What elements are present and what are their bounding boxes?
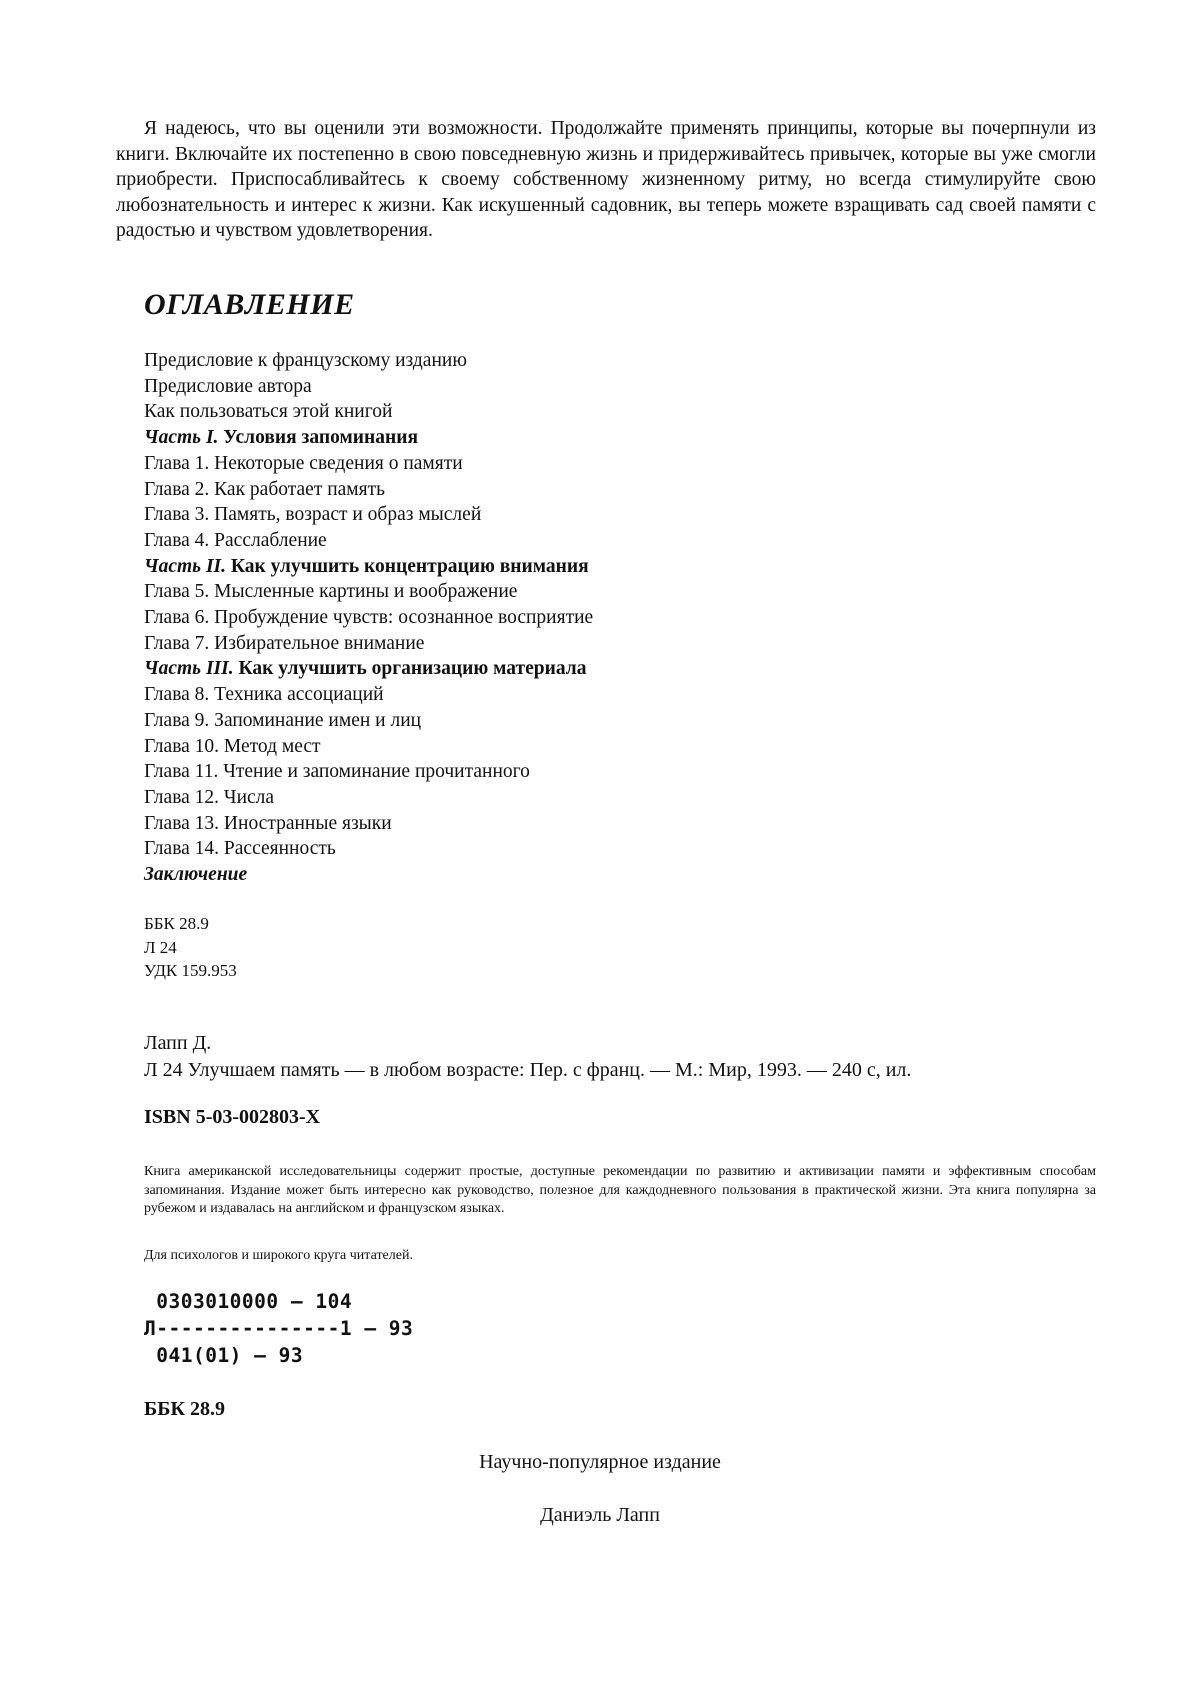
toc-heading: ОГЛАВЛЕНИЕ (144, 288, 355, 321)
udk-code: УДК 159.953 (144, 961, 237, 980)
toc-part-3 (144, 656, 593, 682)
toc-item: Как пользоваться этой книгой (144, 401, 393, 423)
bib-author: Лапп Д. (144, 1032, 212, 1054)
toc-item: Глава 11. Чтение и запоминание прочитанного (144, 761, 530, 783)
toc-item: Глава 5. Мысленные картины и воображение (144, 581, 518, 603)
toc-item: Глава 7. Избирательное внимание (144, 632, 425, 654)
part-number: Часть II. (144, 555, 226, 577)
pub-code-line: Л---------------1 — 93 (144, 1317, 414, 1340)
toc-item: Глава 8. Техника ассоциаций (144, 684, 384, 706)
publication-code (144, 1288, 413, 1369)
classification-codes (144, 912, 237, 983)
part-number: Часть I. (144, 427, 219, 449)
toc-item: Глава 13. Иностранные языки (144, 812, 392, 834)
intro-paragraph: Я надеюсь, что вы оценили эти возможности. Продолжайте применять принципы, которые вы почерпнули из книги. Включайте их постепенно в свою повседневную жизнь и придерживайтесь привычек, которые вы уже смогли приобрести. Приспосабливайтесь к своему собственному жизненному ритму, но всегда стимулируйте свою любознательность и интерес к жизни. Как искушенный садовник, вы теперь можете взращивать сад своей памяти с радостью и чувством удовлетворения. (116, 118, 1096, 241)
pub-code-line: 0303010000 — 104 (144, 1290, 353, 1313)
table-of-contents (144, 348, 593, 888)
part-number: Часть III. (144, 658, 234, 680)
toc-item: Глава 6. Пробуждение чувств: осознанное восприятие (144, 607, 594, 629)
bbk-bold: ББК 28.9 (144, 1398, 225, 1420)
author-mark: Л 24 (144, 937, 177, 957)
toc-item: Глава 4. Расслабление (144, 529, 327, 551)
toc-part-2 (144, 554, 593, 580)
part-title: Как улучшить организацию материала (238, 658, 587, 680)
toc-item: Глава 10. Метод мест (144, 735, 321, 757)
genre-label: Научно-популярное издание (479, 1451, 721, 1473)
toc-item: Глава 1. Некоторые сведения о памяти (144, 452, 463, 474)
toc-part-1 (144, 425, 593, 451)
toc-item: Глава 14. Рассеянность (144, 838, 336, 860)
toc-item: Глава 2. Как работает память (144, 478, 386, 500)
toc-item: Глава 12. Числа (144, 786, 275, 808)
annotation: Книга американской исследовательницы содержит простые, доступные рекомендации по развитию и активизации памяти и эффективным способам запоминания. Издание может быть интересно как руководство, полезное для каждодневного пользования в практической жизни. Эта книга популярна за рубежом и издавалась на английском и французском языках. (144, 1164, 1096, 1216)
bibliographic-record (144, 1030, 911, 1084)
isbn: ISBN 5-03-002803-X (144, 1106, 321, 1128)
audience-note: Для психологов и широкого круга читателей. (144, 1248, 413, 1263)
bib-record: Л 24 Улучшаем память — в любом возрасте: Пер. с франц. — М.: Мир, 1993. — 240 с, ил. (144, 1059, 912, 1081)
toc-item: Глава 3. Память, возраст и образ мыслей (144, 504, 482, 526)
part-title: Условия запоминания (223, 427, 419, 449)
toc-conclusion: Заключение (144, 864, 248, 886)
bbk-code: ББК 28.9 (144, 914, 209, 933)
pub-code-line: 041(01) — 93 (144, 1344, 304, 1367)
toc-item: Предисловие автора (144, 375, 312, 397)
part-title: Как улучшить концентрацию внимания (230, 555, 589, 577)
toc-item: Предисловие к французскому изданию (144, 350, 467, 371)
author-name: Даниэль Лапп (540, 1504, 660, 1526)
toc-item: Глава 9. Запоминание имен и лиц (144, 709, 422, 731)
